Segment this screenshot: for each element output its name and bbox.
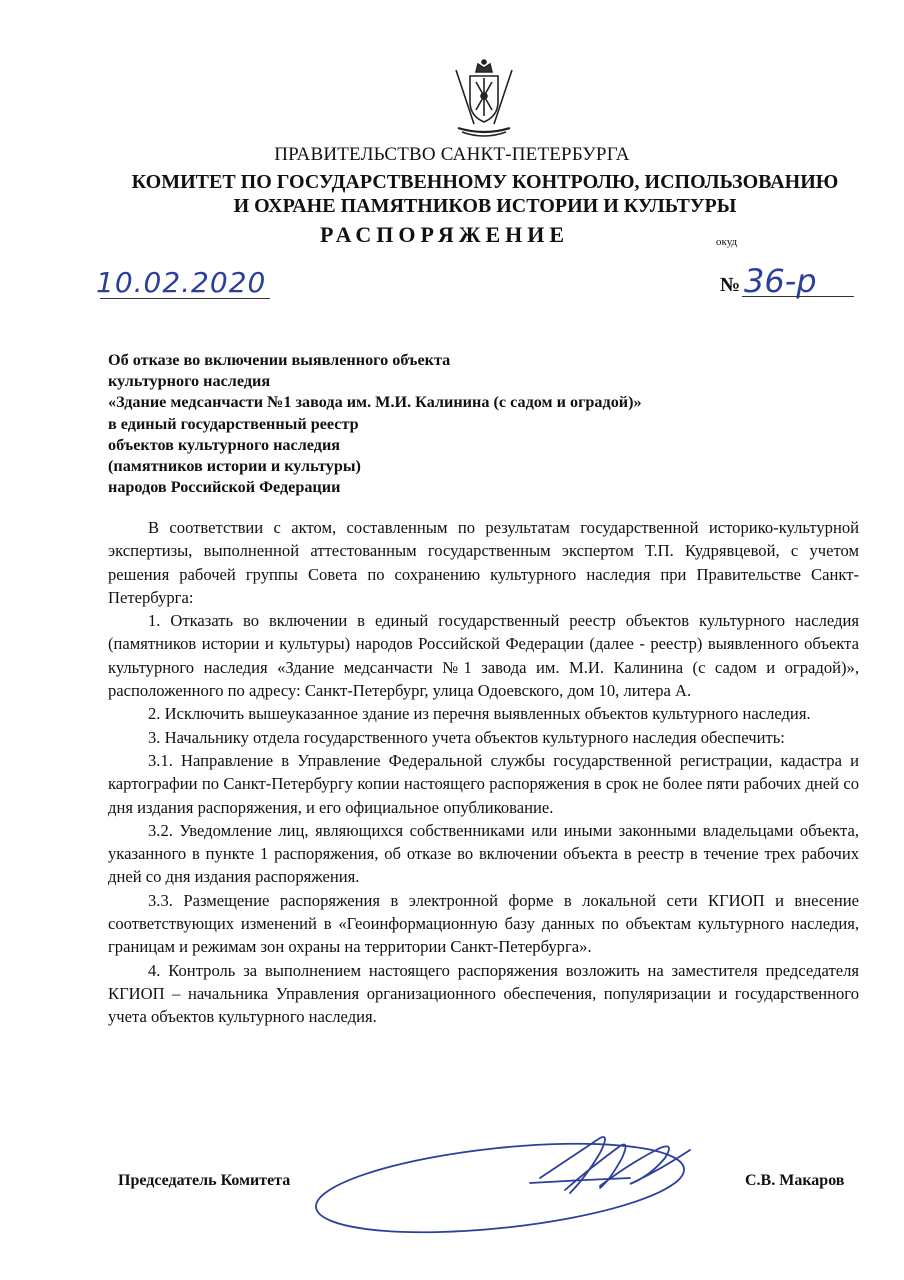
paragraph-item-3: 3. Начальнику отдела государственного учета объектов культурного наследия обеспечить: <box>148 727 785 747</box>
committee-line-2: И ОХРАНЕ ПАМЯТНИКОВ ИСТОРИИ И КУЛЬТУРЫ <box>233 195 737 217</box>
date-underline <box>100 298 270 299</box>
paragraph-item-2: 2. Исключить вышеуказанное здание из перечня выявленных объектов культурного наследия. <box>148 704 811 724</box>
paragraph-item-3-3: 3.3. Размещение распоряжения в электронной форме в локальной сети КГИОП и внесение соответствующих изменений в «Геоинформационную базу данных по объектам культурного наследия, границам и режимам зон охраны на территории Санкт-Петербурга». <box>108 890 859 957</box>
paragraph-preamble: В соответствии с актом, составленным по результатам государственной историко-культурной экспертизы, выполненной аттестованным государственным экспертом Т.П. Кудрявцевой, с учетом решения рабочей группы Совета по сохранению культурного наследия при Правительстве Санкт-Петербурга: <box>108 518 859 607</box>
paragraph-item-3-1: 3.1. Направление в Управление Федеральной службы государственной регистрации, кадастра и картографии по Санкт-Петербургу копии настоящего распоряжения в срок не более пяти рабочих дней со дня издания распоряжения, и его официальное опубликование. <box>108 750 859 817</box>
signatory-name: С.В. Макаров <box>745 1172 845 1189</box>
document-body <box>108 516 859 1029</box>
subject-line: в единый государственный реестр <box>108 414 359 433</box>
committee-line-1: КОМИТЕТ ПО ГОСУДАРСТВЕННОМУ КОНТРОЛЮ, ИСПОЛЬЗОВАНИЮ <box>131 171 839 193</box>
okud-label: окуд <box>716 236 738 248</box>
committee-name <box>60 170 904 218</box>
government-name: ПРАВИТЕЛЬСТВО САНКТ-ПЕТЕРБУРГА <box>274 144 630 165</box>
document-subject <box>108 350 748 498</box>
paragraph-item-3-2: 3.2. Уведомление лиц, являющихся собственниками или иными законными владельцами объекта, указанного в пункте 1 распоряжения, об отказе во включении объекта в реестр в течение трех рабочих дней со дня издания распоряжения. <box>108 820 859 887</box>
subject-line: Об отказе во включении выявленного объекта <box>108 351 451 369</box>
signatory-position: Председатель Комитета <box>118 1172 291 1189</box>
subject-line: культурного наследия <box>108 372 271 391</box>
subject-line: народов Российской Федерации <box>108 478 341 497</box>
subject-line: (памятников истории и культуры) <box>108 457 361 476</box>
coat-of-arms-icon <box>448 58 520 138</box>
document-type-title: РАСПОРЯЖЕНИЕ <box>320 222 570 247</box>
document-date: 10.02.2020 <box>96 266 267 299</box>
paragraph-item-4: 4. Контроль за выполнением настоящего распоряжения возложить на заместителя председателя КГИОП – начальника Управления организационного обеспечения, популяризации и государственного учета объектов культурного наследия. <box>108 960 859 1027</box>
paragraph-item-1: 1. Отказать во включении в единый государственный реестр объектов культурного наследия (памятников истории и культуры) народов Российской Федерации (далее - реестр) выявленного объекта культурного наследия «Здание медсанчасти №1 завода им. М.И. Калинина (с садом и оградой)», расположенного по адресу: Санкт-Петербург, улица Одоевского, дом 10, литера А. <box>108 611 859 701</box>
document-number: 36-р <box>744 262 817 300</box>
number-sign: № <box>720 274 741 296</box>
number-underline <box>742 296 854 297</box>
subject-line: объектов культурного наследия <box>108 435 341 454</box>
handwritten-signature <box>300 1118 720 1258</box>
subject-line: «Здание медсанчасти №1 завода им. М.И. Калинина (с садом и оградой)» <box>108 393 642 412</box>
